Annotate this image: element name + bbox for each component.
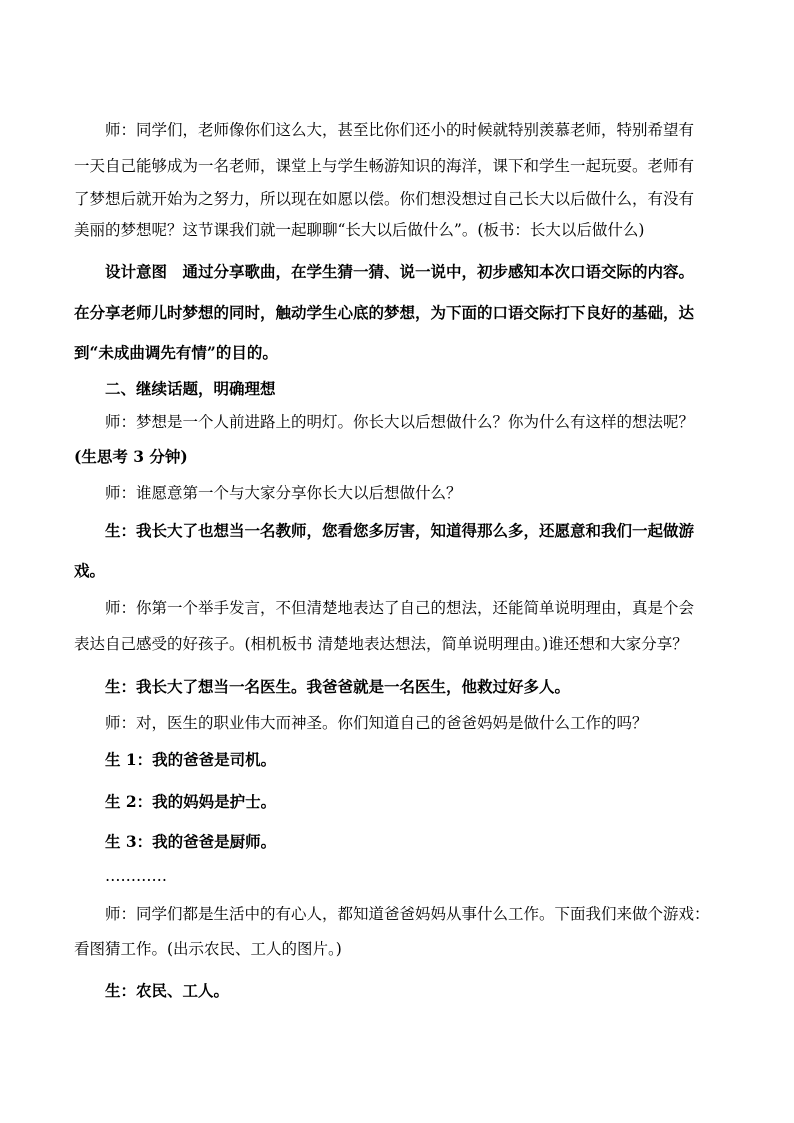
paragraph-line: 师：同学们，老师像你们这么大，甚至比你们还小的时候就特别羡慕老师，特别希望有 (74, 121, 695, 139)
student-reply-line: 生：我长大了想当一名医生。我爸爸就是一名医生，他救过好多人。 (74, 677, 571, 696)
paragraph-line: 一天自己能够成为一名老师，课堂上与学生畅游知识的海洋，课下和学生一起玩耍。老师有 (74, 157, 695, 175)
student-reply-line: 生 3：我的爸爸是厨师。 (74, 832, 277, 851)
design-intent-line: 到“未成曲调先有情”的目的。 (74, 343, 278, 362)
student-reply-line: 生 2：我的妈妈是护士。 (74, 792, 277, 811)
paragraph-line: 师：同学们都是生活中的有心人，都知道爸爸妈妈从事什么工作。下面我们来做个游戏： (74, 905, 710, 923)
paragraph-line: 师：谁愿意第一个与大家分享你长大以后想做什么？ (74, 484, 462, 502)
student-reply-line: 生：农民、工人。 (74, 981, 230, 1000)
paragraph-line: 表达自己感受的好孩子。(相机板书 清楚地表达想法，简单说明理由。)谁还想和大家分享？ (74, 635, 688, 653)
paragraph-line: 师：梦想是一个人前进路上的明灯。你长大以后想做什么？你为什么有这样的想法呢？ (74, 413, 695, 431)
paragraph-line: 师：对，医生的职业伟大而神圣。你们知道自己的爸爸妈妈是做什么工作的吗？ (74, 714, 648, 732)
paragraph-line: 了梦想后就开始为之努力，所以现在如愿以偿。你们想没想过自己长大以后做什么，有没有 (74, 190, 695, 208)
student-reply-line: 生 1：我的爸爸是司机。 (74, 750, 277, 769)
paragraph-line: 美丽的梦想呢？这节课我们就一起聊聊“长大以后做什么”。(板书：长大以后做什么) (74, 221, 645, 239)
student-reply-line: 戏。 (74, 561, 106, 580)
ellipsis-line: ………… (74, 867, 168, 885)
paragraph-line: (生思考 3 分钟) (74, 447, 188, 466)
design-intent-line: 在分享老师儿时梦想的同时，触动学生心底的梦想，为下面的口语交际打下良好的基础，达 (74, 303, 695, 322)
section-heading: 二、继续话题，明确理想 (74, 379, 276, 398)
design-intent-line: 设计意图 通过分享歌曲，在学生猜一猜、说一说中，初步感知本次口语交际的内容。 (74, 262, 695, 281)
paragraph-line: 师：你第一个举手发言，不但清楚地表达了自己的想法，还能简单说明理由，真是个会 (74, 599, 695, 617)
paragraph-line: 看图猜工作。(出示农民、工人的图片。) (74, 940, 342, 958)
student-reply-line: 生：我长大了也想当一名教师，您看您多厉害，知道得那么多，还愿意和我们一起做游 (74, 521, 695, 540)
